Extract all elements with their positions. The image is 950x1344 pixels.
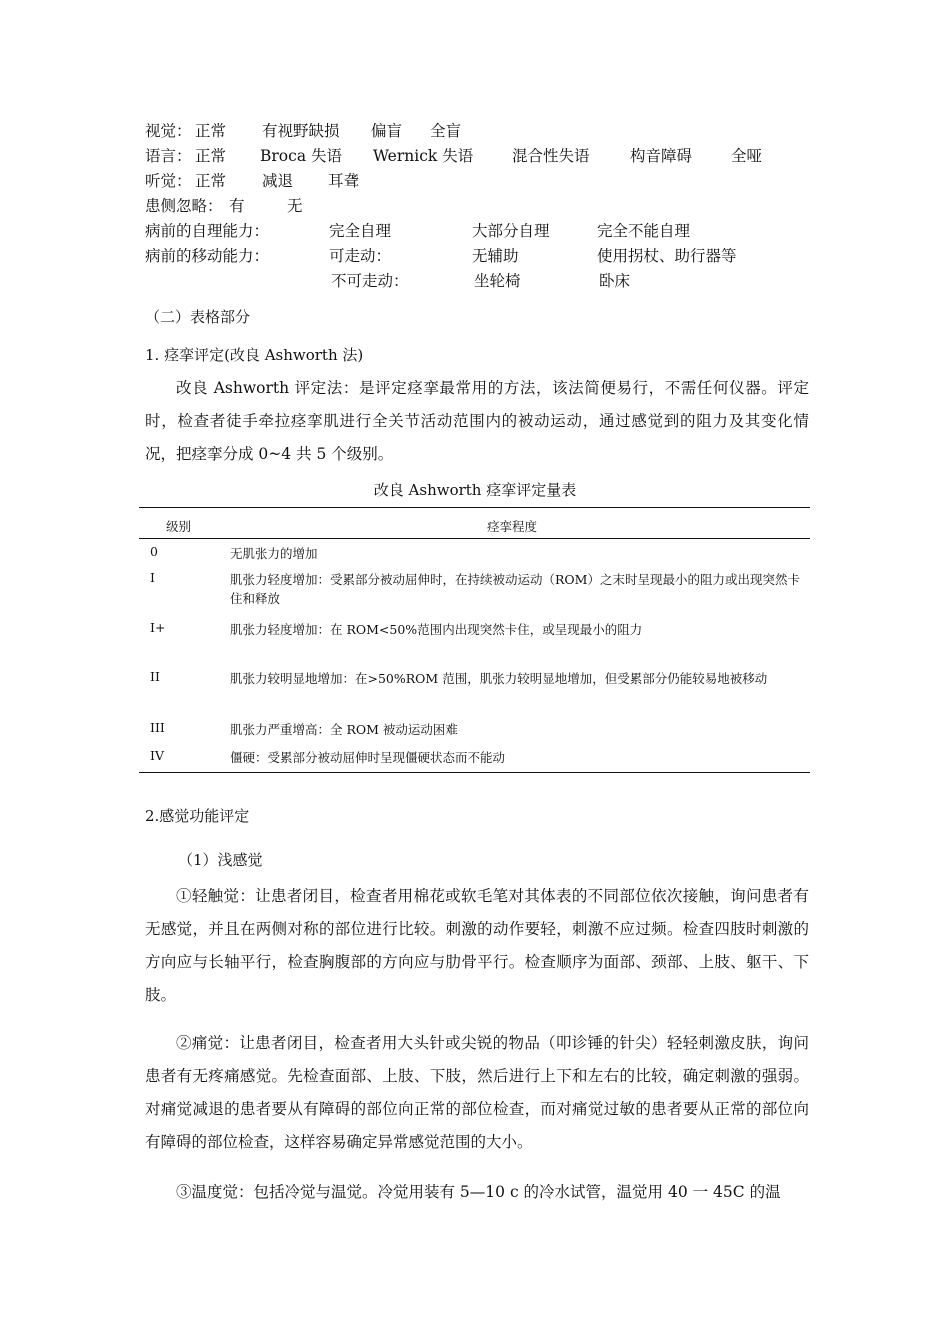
grade-cell: IV [150,748,164,763]
neglect-label: 患侧忽略： [145,197,223,215]
selfcare-option: 完全自理 [329,222,392,240]
grade-cell: 0 [150,544,158,559]
item1-title: 1. 痉挛评定(改良 Ashworth 法) [145,346,364,364]
language-option: Broca 失语 [260,147,342,165]
vision-option: 有视野缺损 [262,122,340,140]
neglect-option: 无 [287,197,303,215]
item1-paragraph: 改良 Ashworth 评定法：是评定痉挛最常用的方法，该法简便易行，不需任何仪器。评定时，检查者徒手牵拉痉挛肌进行全关节活动范围内的被动运动，通过感觉到的阻力及其变化情况，把痉挛分成 0~4 共 5 个级别。 [145,379,809,463]
paragraph-light-touch: ①轻触觉：让患者闭目，检查者用棉花或软毛笔对其体表的不同部位依次接触，询问患者有无感觉，并且在两侧对称的部位进行比较。刺激的动作要轻，刺激不应过频。检查四肢时刺激的方向应与长轴平行，检查胸腹部的方向应与肋骨平行。检查顺序为面部、颈部、上肢、躯干、下肢。 [145,887,809,1004]
degree-cell: 肌张力轻度增加：受累部分被动屈伸时，在持续被动运动（ROM）之末时呈现最小的阻力或出现突然卡住和释放 [230,572,800,606]
neglect-option: 有 [229,197,245,215]
mobility-label: 病前的移动能力： [145,247,270,265]
language-option: Wernick 失语 [373,147,474,165]
language-option: 混合性失语 [512,147,590,165]
degree-cell: 无肌张力的增加 [230,546,318,561]
selfcare-option: 大部分自理 [472,222,550,240]
language-label: 语言： [145,147,192,165]
table-header-grade: 级别 [166,519,192,534]
item2-title: 2.感觉功能评定 [145,807,250,825]
vision-option: 全盲 [430,122,462,140]
degree-cell: 肌张力较明显地增加：在>50%ROM 范围，肌张力较明显地增加，但受累部分仍能较易地被移动 [230,671,768,686]
table-bottom-rule [139,772,810,773]
paragraph-temperature: ③温度觉：包括冷觉与温觉。冷觉用装有 5—10 c 的冷水试管，温觉用 40 一 45C 的温 [176,1183,781,1201]
language-option: 构音障碍 [630,147,693,165]
hearing-option: 正常 [195,172,227,190]
paragraph-pain: ②痛觉：让患者闭目，检查者用大头针或尖锐的物品（叩诊锤的针尖）轻轻刺激皮肤，询问患者有无疼痛感觉。先检查面部、上肢、下肢，然后进行上下和左右的比较，确定刺激的强弱。对痛觉减退的患者要从有障碍的部位向正常的部位检查，而对痛觉过敏的患者要从正常的部位向有障碍的部位检查，这样容易确定异常感觉范围的大小。 [145,1034,809,1151]
mobility-nowalk-option: 卧床 [599,272,631,290]
vision-row [145,119,192,141]
vision-option: 正常 [195,122,227,140]
degree-cell: 肌张力严重增高：全 ROM 被动运动困难 [230,722,458,737]
table-header-degree: 痉挛程度 [487,519,538,534]
grade-cell: I [150,570,155,585]
selfcare-option: 完全不能自理 [597,222,691,240]
table-header-rule [139,538,810,539]
degree-cell: 肌张力轻度增加：在 ROM<50%范围内出现突然卡住，或呈现最小的阻力 [230,622,643,637]
hearing-option: 减退 [262,172,294,190]
mobility-walk-option: 无辅助 [472,247,519,265]
item2-subtitle: （1）浅感觉 [178,851,263,869]
hearing-option: 耳聋 [328,172,360,190]
mobility-nowalk-label: 不可走动： [331,272,409,290]
language-option: 全哑 [731,147,763,165]
table-top-rule [139,507,810,508]
mobility-walk-label: 可走动： [329,247,392,265]
degree-cell: 僵硬：受累部分被动屈伸时呈现僵硬状态而不能动 [230,750,506,765]
selfcare-label: 病前的自理能力： [145,222,270,240]
mobility-nowalk-option: 坐轮椅 [474,272,521,290]
table-caption: 改良 Ashworth 痉挛评定量表 [373,481,577,499]
grade-cell: III [150,720,165,735]
language-option: 正常 [195,147,227,165]
grade-cell: I+ [150,620,166,635]
grade-cell: II [150,669,160,684]
hearing-label: 听觉： [145,172,192,190]
section-title: （二）表格部分 [145,308,251,326]
vision-label: 视觉： [145,122,192,140]
mobility-walk-option: 使用拐杖、助行器等 [597,247,737,265]
vision-option: 偏盲 [371,122,403,140]
